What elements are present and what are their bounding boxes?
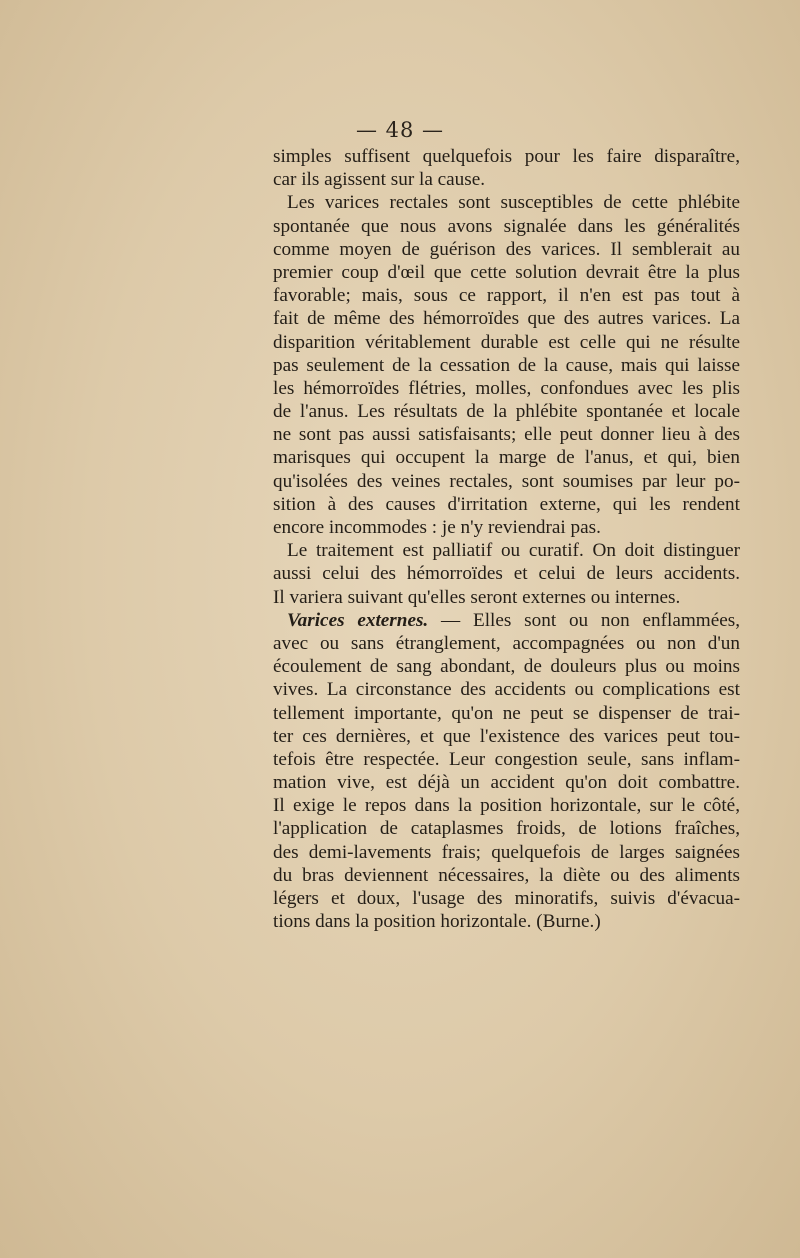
text-line-section bbox=[273, 609, 740, 632]
text-line: aussi celui des hémorroïdes et celui de leurs accidents. bbox=[273, 563, 740, 585]
text-line: vives. La circonstance des accidents ou complications est bbox=[273, 679, 740, 701]
text-line: des demi-lavements frais; quelquefois de larges saignées bbox=[273, 841, 740, 863]
text-line: Il exige le repos dans la position horizontale, sur le côté, bbox=[273, 795, 740, 817]
body-text bbox=[273, 145, 740, 933]
text-line: premier coup d'œil que cette solution devrait être la plus bbox=[273, 261, 740, 283]
text-line: avec ou sans étranglement, accompagnées ou non d'un bbox=[273, 632, 740, 654]
text-line: tefois être respectée. Leur congestion seule, sans inflam- bbox=[273, 748, 740, 770]
text-line: légers et doux, l'usage des minoratifs, suivis d'évacua- bbox=[273, 888, 740, 909]
text-line: fait de même des hémorroïdes que des autres varices. La bbox=[273, 308, 740, 330]
text-line: simples suffisent quelquefois pour les faire disparaître, bbox=[273, 146, 740, 167]
text-line: disparition véritablement durable est celle qui ne résulte bbox=[273, 331, 740, 353]
text-line: favorable; mais, sous ce rapport, il n'en est pas tout à bbox=[273, 285, 740, 307]
text-line: spontanée que nous avons signalée dans les généralités bbox=[273, 215, 740, 237]
text-line: du bras deviennent nécessaires, la diète ou des aliments bbox=[273, 864, 740, 886]
text-line: ter ces dernières, et que l'existence des varices peut tou- bbox=[273, 725, 740, 747]
text-line: les hémorroïdes flétries, molles, confondues avec les plis bbox=[273, 377, 740, 399]
text-line: ne sont pas aussi satisfaisants; elle peut donner lieu à des bbox=[273, 424, 740, 446]
text-line: qu'isolées des veines rectales, sont soumises par leur po- bbox=[273, 470, 740, 492]
page-number: — 48 — bbox=[355, 118, 445, 142]
text-line: encore incommodes : je n'y reviendrai pas. bbox=[273, 517, 601, 538]
text-line: Les varices rectales sont susceptibles de cette phlébite bbox=[287, 192, 740, 214]
text-line: Il variera suivant qu'elles seront externes ou internes. bbox=[273, 586, 681, 608]
text-line: Le traitement est palliatif ou curatif. On doit distinguer bbox=[287, 540, 740, 562]
text-line: marisques qui occupent la marge de l'anus, et qui, bien bbox=[273, 447, 740, 469]
text-line: de l'anus. Les résultats de la phlébite spontanée et locale bbox=[273, 401, 740, 423]
text-line: écoulement de sang abondant, de douleurs plus ou moins bbox=[273, 656, 740, 678]
text-line: tellement importante, qu'on ne peut se dispenser de trai- bbox=[273, 702, 740, 724]
section-heading: Varices externes. bbox=[287, 609, 429, 631]
text-line: tions dans la position horizontale. (Burne.) bbox=[273, 911, 601, 933]
section-text: — Elles sont ou non enflammées, bbox=[428, 609, 740, 631]
text-line: mation vive, est déjà un accident qu'on doit combattre. bbox=[273, 772, 740, 794]
text-line: sition à des causes d'irritation externe, qui les rendent bbox=[273, 493, 740, 515]
text-line: l'application de cataplasmes froids, de lotions fraîches, bbox=[273, 818, 740, 840]
text-line: car ils agissent sur la cause. bbox=[273, 169, 486, 191]
text-line: comme moyen de guérison des varices. Il semblerait au bbox=[273, 238, 740, 260]
text-line: pas seulement de la cessation de la cause, mais qui laisse bbox=[273, 354, 740, 376]
